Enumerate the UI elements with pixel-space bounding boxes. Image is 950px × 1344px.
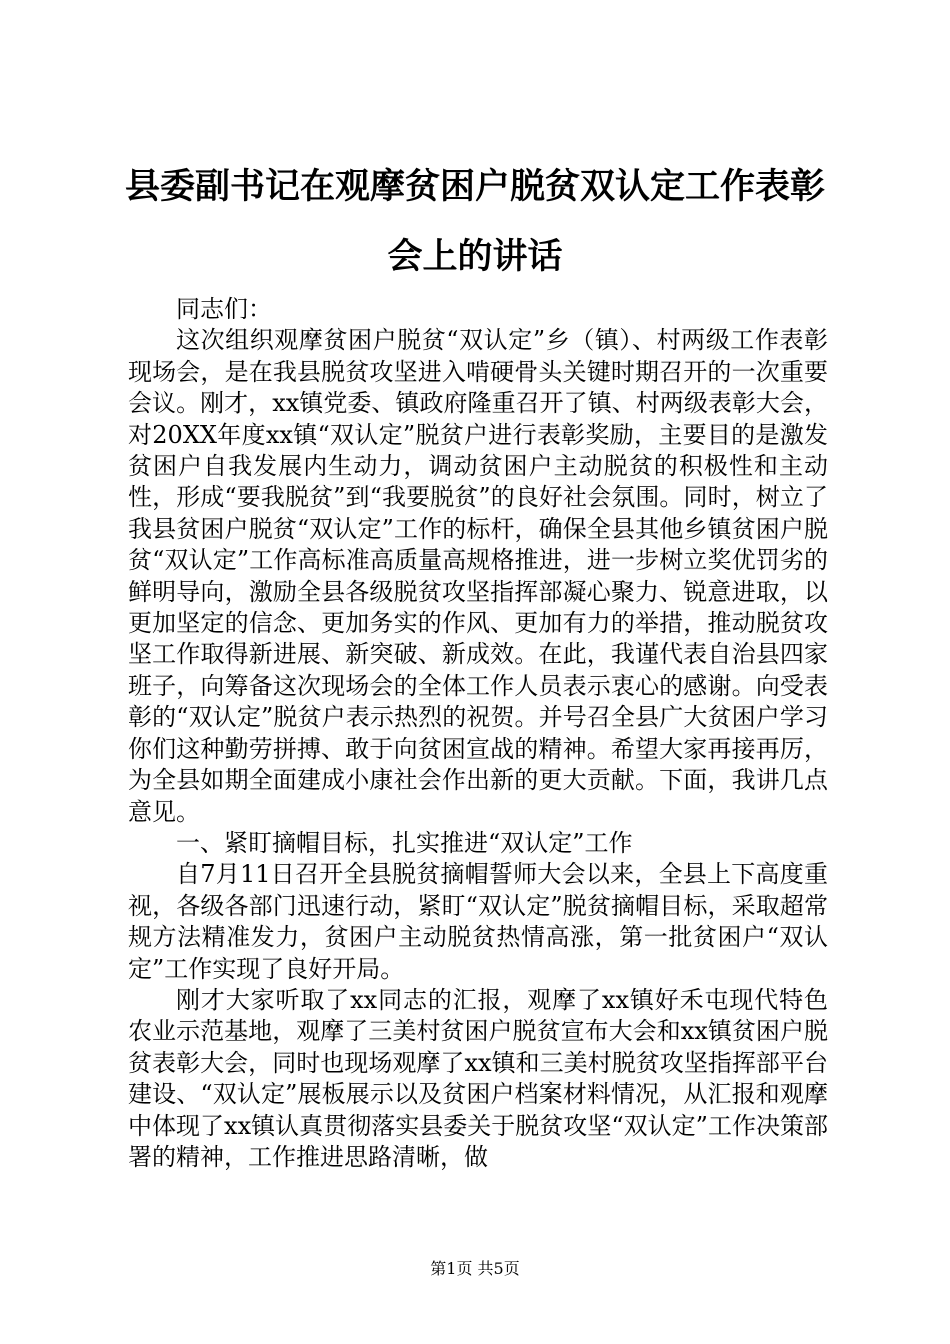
- body-paragraph: 刚才大家听取了xx同志的汇报，观摩了xx镇好禾屯现代特色农业示范基地，观摩了三美村贫困户脱贫宣布大会和xx镇贫困户脱贫表彰大会，同时也现场观摩了xx镇和三美村脱贫攻坚指挥部平台建设、“双认定”展板展示以及贫困户档案材料情况，从汇报和观摩中体现了xx镇认真贯彻落实县委关于脱贫攻坚“双认定”工作决策部署的精神，工作推进思路清晰，做: [128, 985, 828, 1171]
- body-paragraph: 这次组织观摩贫困户脱贫“双认定”乡（镇）、村两级工作表彰现场会，是在我县脱贫攻坚进入啃硬骨头关键时期召开的一次重要会议。刚才，xx镇党委、镇政府隆重召开了镇、村两级表彰大会，对20XX年度xx镇“双认定”脱贫户进行表彰奖励，主要目的是激发贫困户自我发展内生动力，调动贫困户主动脱贫的积极性和主动性，形成“要我脱贫”到“我要脱贫”的良好社会氛围。同时，树立了我县贫困户脱贫“双认定”工作的标杆，确保全县其他乡镇贫困户脱贫“双认定”工作高标准高质量高规格推进，进一步树立奖优罚劣的鲜明导向，激励全县各级脱贫攻坚指挥部凝心聚力、锐意进取，以更加坚定的信念、更加务实的作风、更加有力的举措，推动脱贫攻坚工作取得新进展、新突破、新成效。在此，我谨代表自治县四家班子，向筹备这次现场会的全体工作人员表示衷心的感谢。向受表彰的“双认定”脱贫户表示热烈的祝贺。并号召全县广大贫困户学习你们这种勤劳拼搏、敢于向贫困宣战的精神。希望大家再接再厉，为全县如期全面建成小康社会作出新的更大贡献。下面，我讲几点意见。: [128, 326, 828, 826]
- body-paragraph: 自7月11日召开全县脱贫摘帽誓师大会以来，全县上下高度重视，各级各部门迅速行动，紧盯“双认定”脱贫摘帽目标，采取超常规方法精准发力，贫困户主动脱贫热情高涨，第一批贫困户“双认定”工作实现了良好开局。: [128, 860, 828, 983]
- page-footer: 第1页 共5页: [430, 1259, 520, 1278]
- document-body: [128, 294, 828, 1173]
- section-heading: 一、紧盯摘帽目标，扎实推进“双认定”工作: [176, 828, 633, 857]
- document-title: 县委副书记在观摩贫困户脱贫双认定工作表彰会上的讲话: [124, 167, 825, 277]
- salutation: 同志们：: [176, 295, 272, 323]
